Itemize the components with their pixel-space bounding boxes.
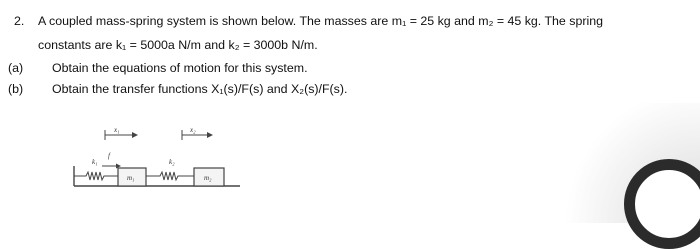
- part-a-text: Obtain the equations of motion for this system.: [52, 61, 308, 75]
- problem-statement-line-1: A coupled mass-spring system is shown below. The masses are m₁ = 25 kg and m₂ = 45 kg. The spring: [38, 14, 604, 28]
- spring-k1: [74, 172, 118, 180]
- m2-label: m₂: [204, 174, 212, 182]
- x1-arrowhead: [132, 132, 138, 138]
- k2-label: k₂: [169, 158, 175, 166]
- f-label: f: [108, 152, 110, 160]
- part-a-label: (a): [8, 61, 24, 75]
- k1-label: k₁: [92, 158, 98, 166]
- problem-statement-line-2: constants are k₁ = 5000a N/m and k₂ = 3000b N/m.: [38, 38, 318, 52]
- circle-icon: [624, 159, 700, 249]
- x2-arrowhead: [207, 132, 213, 138]
- mass-spring-diagram: [72, 124, 242, 194]
- part-b-label: (b): [8, 82, 24, 96]
- x2-label: x₂: [190, 126, 196, 134]
- part-b-text: Obtain the transfer functions X₁(s)/F(s) and X₂(s)/F(s).: [52, 82, 348, 96]
- problem-number: 2.: [14, 14, 25, 28]
- x1-label: x₁: [114, 126, 120, 134]
- m1-label: m₁: [127, 174, 135, 182]
- spring-k2: [146, 172, 194, 180]
